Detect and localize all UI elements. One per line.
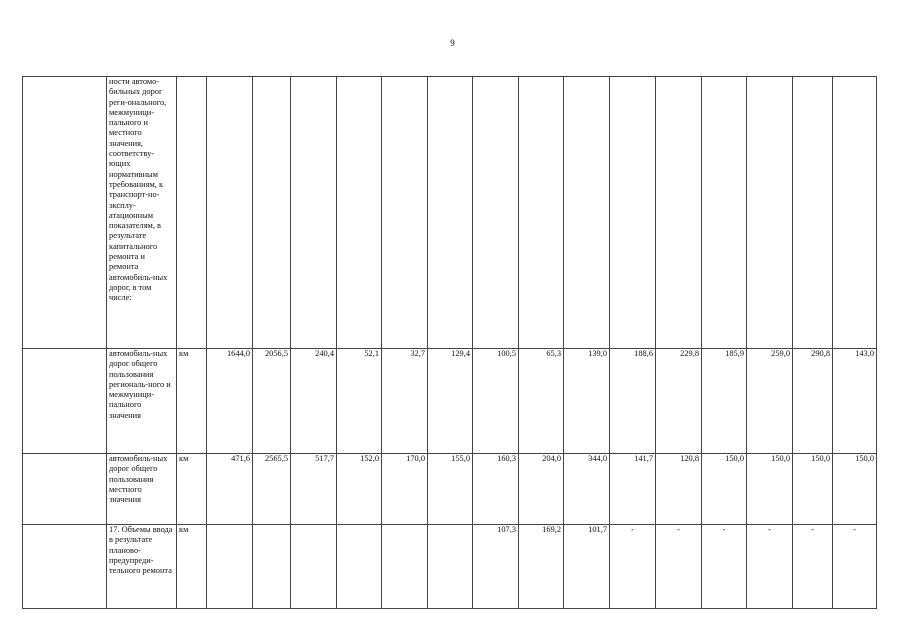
unit-cell xyxy=(177,77,207,349)
value-cell: - xyxy=(793,525,833,609)
value-cell: 259,0 xyxy=(747,349,793,454)
value-cell: 101,7 xyxy=(564,525,610,609)
value-cell xyxy=(253,77,291,349)
value-cell xyxy=(291,525,337,609)
value-cell: 100,5 xyxy=(473,349,519,454)
value-cell: 120,8 xyxy=(656,454,702,525)
row-number-cell xyxy=(23,77,107,349)
value-cell: 1644,0 xyxy=(207,349,253,454)
row-number-cell xyxy=(23,349,107,454)
value-cell xyxy=(382,77,428,349)
value-cell: 170,0 xyxy=(382,454,428,525)
value-cell: 229,8 xyxy=(656,349,702,454)
value-cell: 152,0 xyxy=(337,454,382,525)
value-cell: 139,0 xyxy=(564,349,610,454)
value-cell xyxy=(337,525,382,609)
value-cell: 155,0 xyxy=(428,454,473,525)
value-cell: 65,3 xyxy=(519,349,564,454)
value-cell xyxy=(747,77,793,349)
value-cell: 2565,5 xyxy=(253,454,291,525)
value-cell: 32,7 xyxy=(382,349,428,454)
indicator-table xyxy=(22,76,877,609)
value-cell: 344,0 xyxy=(564,454,610,525)
value-cell: - xyxy=(833,525,877,609)
indicator-name-cell: ности автомо-бильных дорог реги-онального, межмуници-пального и местного значения, соответству-ющих нормативным требованиям, к транспорт-но-эксплу-атационным показателям, в результате капитального ремонта и ремонта автомобиль-ных дорог, в том числе: xyxy=(107,77,177,349)
page-number: 9 xyxy=(450,38,455,48)
value-cell: 107,3 xyxy=(473,525,519,609)
value-cell: 290,8 xyxy=(793,349,833,454)
value-cell xyxy=(291,77,337,349)
value-cell xyxy=(207,525,253,609)
value-cell xyxy=(253,525,291,609)
value-cell xyxy=(207,77,253,349)
row-number-cell xyxy=(23,525,107,609)
value-cell xyxy=(656,77,702,349)
value-cell: 143,0 xyxy=(833,349,877,454)
indicator-name-cell: автомобиль-ных дорог общего пользования региональ-ного и межмуници-пального значения xyxy=(107,349,177,454)
value-cell xyxy=(519,77,564,349)
value-cell: 141,7 xyxy=(610,454,656,525)
value-cell: 204,0 xyxy=(519,454,564,525)
row-number-cell xyxy=(23,454,107,525)
unit-cell: км xyxy=(177,349,207,454)
value-cell xyxy=(564,77,610,349)
table-row xyxy=(23,349,877,454)
indicator-name-cell: 17. Объемы ввода в результате планово-предупреди-тельного ремонта xyxy=(107,525,177,609)
value-cell xyxy=(428,525,473,609)
value-cell: 52,1 xyxy=(337,349,382,454)
value-cell: 169,2 xyxy=(519,525,564,609)
unit-cell: км xyxy=(177,454,207,525)
table-row xyxy=(23,454,877,525)
value-cell: 129,4 xyxy=(428,349,473,454)
value-cell xyxy=(428,77,473,349)
value-cell: - xyxy=(702,525,747,609)
value-cell: 150,0 xyxy=(702,454,747,525)
indicator-name-cell: автомобиль-ных дорог общего пользования местного значения xyxy=(107,454,177,525)
value-cell: 160,3 xyxy=(473,454,519,525)
value-cell xyxy=(610,77,656,349)
value-cell: 240,4 xyxy=(291,349,337,454)
value-cell xyxy=(793,77,833,349)
value-cell: 517,7 xyxy=(291,454,337,525)
table-row xyxy=(23,525,877,609)
value-cell xyxy=(702,77,747,349)
table-row xyxy=(23,77,877,349)
value-cell xyxy=(473,77,519,349)
value-cell: 2056,5 xyxy=(253,349,291,454)
value-cell: - xyxy=(610,525,656,609)
value-cell: - xyxy=(747,525,793,609)
value-cell: - xyxy=(656,525,702,609)
unit-cell: км xyxy=(177,525,207,609)
value-cell: 188,6 xyxy=(610,349,656,454)
value-cell xyxy=(337,77,382,349)
value-cell xyxy=(382,525,428,609)
value-cell: 150,0 xyxy=(793,454,833,525)
value-cell xyxy=(833,77,877,349)
value-cell: 471,6 xyxy=(207,454,253,525)
value-cell: 150,0 xyxy=(833,454,877,525)
value-cell: 150,0 xyxy=(747,454,793,525)
value-cell: 185,9 xyxy=(702,349,747,454)
